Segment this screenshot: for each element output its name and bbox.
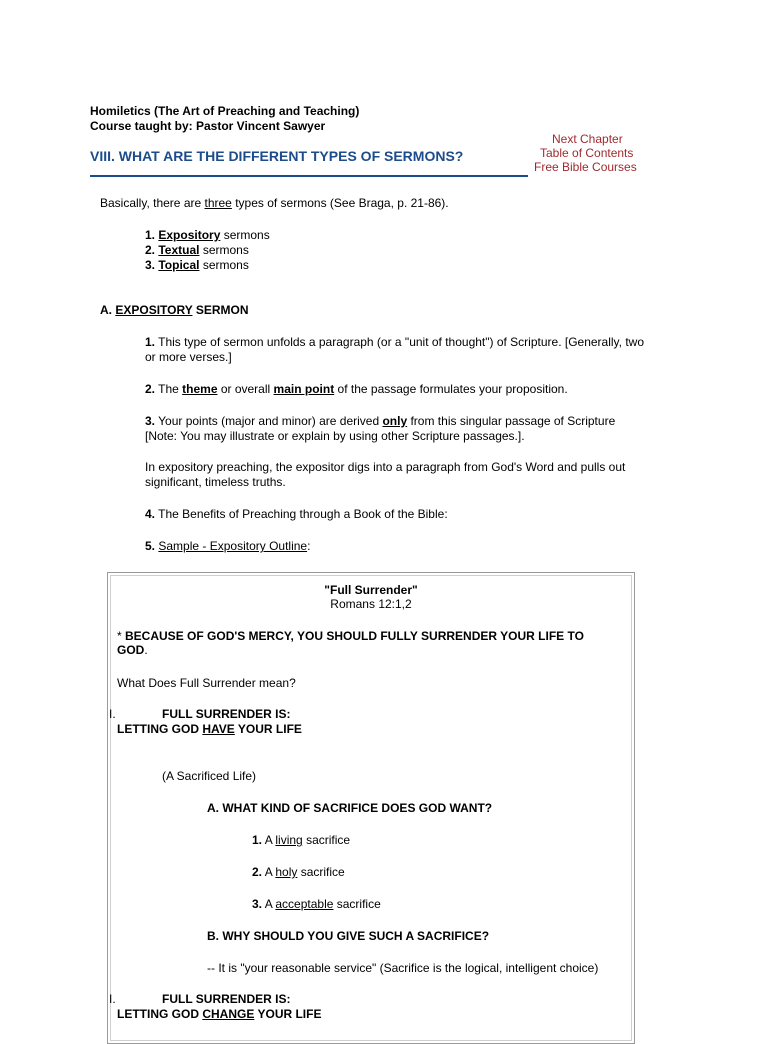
list-suffix: sermons — [199, 243, 249, 257]
point-number: 2. — [145, 382, 156, 396]
item-text: sacrifice — [302, 833, 351, 847]
course-instructor: Course taught by: Pastor Vincent Sawyer — [90, 119, 326, 133]
outline-item — [252, 897, 381, 911]
emphasis-only: only — [382, 414, 408, 428]
intro-text-before: Basically, there are — [100, 196, 205, 210]
list-item — [145, 258, 270, 273]
item-number: 1. — [252, 833, 263, 847]
point-number: 4. — [145, 507, 156, 521]
outline-reason: -- It is "your reasonable service" (Sacrifice is the logical, intelligent choice) — [207, 961, 599, 975]
outline-item — [252, 833, 350, 847]
item-text: A — [262, 833, 276, 847]
outline-point-statement — [117, 722, 302, 736]
point-1 — [145, 335, 645, 365]
item-number: 2. — [252, 865, 263, 879]
intro-paragraph — [100, 196, 449, 211]
outline-subpoint-a: A. WHAT KIND OF SACRIFICE DOES GOD WANT? — [207, 801, 493, 815]
item-text: A — [262, 865, 276, 879]
mercy-text: BECAUSE OF GOD'S MERCY, YOU SHOULD FULLY SURRENDER YOUR LIFE TO — [125, 629, 584, 643]
outline-roman-numeral: I. — [109, 707, 116, 721]
point-number: 5. — [145, 539, 156, 553]
intro-text-after: types of sermons (See Braga, p. 21-86). — [231, 196, 449, 210]
sermon-type-name: Topical — [158, 258, 200, 272]
sample-outline-link[interactable]: Sample - Expository Outline — [158, 539, 308, 553]
statement-keyword: CHANGE — [202, 1007, 255, 1021]
item-text: sacrifice — [333, 897, 381, 911]
next-chapter-link[interactable]: Next Chapter — [552, 132, 623, 146]
outline-mercy-line — [117, 629, 584, 643]
course-title: Homiletics (The Art of Preaching and Teaching) — [90, 104, 360, 118]
point-text: from this singular passage of Scripture [Note: You may illustrate or explain by using other Scripture passages.]. — [145, 414, 616, 443]
item-text: sacrifice — [297, 865, 345, 879]
section-suffix: SERMON — [192, 303, 249, 317]
outline-roman-numeral: I. — [109, 992, 116, 1006]
point-number: 1. — [145, 335, 156, 349]
point-text: or overall — [217, 382, 274, 396]
sample-outline-box — [107, 572, 635, 1044]
item-text: A — [262, 897, 276, 911]
statement-text: LETTING GOD — [117, 722, 203, 736]
list-suffix: sermons — [199, 258, 249, 272]
mercy-text: GOD — [117, 643, 145, 657]
intro-emphasis: three — [204, 196, 232, 210]
free-bible-courses-link[interactable]: Free Bible Courses — [534, 160, 637, 174]
table-of-contents-link[interactable]: Table of Contents — [540, 146, 634, 160]
emphasis-theme: theme — [182, 382, 218, 396]
mercy-prefix: * — [117, 629, 126, 643]
outline-point-statement — [117, 1007, 321, 1021]
section-heading — [100, 303, 249, 318]
statement-keyword: HAVE — [202, 722, 235, 736]
point-5 — [145, 539, 645, 554]
point-text: This type of sermon unfolds a paragraph (or a "unit of thought") of Scripture. [Generally, two or more verses.] — [145, 335, 645, 364]
list-item — [145, 228, 270, 243]
list-number: 3. — [145, 258, 156, 272]
mercy-period: . — [144, 643, 148, 657]
outline-point-heading: FULL SURRENDER IS: — [162, 992, 291, 1006]
outline-item — [252, 865, 345, 879]
statement-text: YOUR LIFE — [254, 1007, 322, 1021]
emphasis-main-point: main point — [273, 382, 335, 396]
list-number: 1. — [145, 228, 156, 242]
section-prefix: A. — [100, 303, 116, 317]
outline-reference: Romans 12:1,2 — [330, 597, 412, 611]
sermon-types-list — [145, 228, 270, 273]
item-keyword: living — [275, 833, 303, 847]
outline-subtitle: (A Sacrificed Life) — [162, 769, 257, 783]
point-number: 3. — [145, 414, 156, 428]
statement-text: YOUR LIFE — [234, 722, 302, 736]
item-number: 3. — [252, 897, 263, 911]
item-keyword: acceptable — [275, 897, 334, 911]
outline-point-heading: FULL SURRENDER IS: — [162, 707, 291, 721]
statement-text: LETTING GOD — [117, 1007, 203, 1021]
point-2 — [145, 382, 645, 397]
point-text: of the passage formulates your proposition. — [334, 382, 568, 396]
outline-subpoint-b: B. WHY SHOULD YOU GIVE SUCH A SACRIFICE? — [207, 929, 490, 943]
point-text: : — [307, 539, 311, 553]
section-name: EXPOSITORY — [115, 303, 193, 317]
list-item — [145, 243, 270, 258]
list-suffix: sermons — [220, 228, 270, 242]
point-text: The Benefits of Preaching through a Book of the Bible: — [155, 507, 448, 521]
outline-title: "Full Surrender" — [324, 583, 418, 597]
point-text: Your points (major and minor) are derived — [155, 414, 383, 428]
outline-question: What Does Full Surrender mean? — [117, 676, 296, 690]
point-3 — [145, 414, 645, 444]
list-number: 2. — [145, 243, 156, 257]
sermon-type-name: Expository — [158, 228, 221, 242]
point-4 — [145, 507, 645, 522]
expository-description: In expository preaching, the expositor digs into a paragraph from God's Word and pulls out significant, timeless truths. — [145, 460, 626, 489]
chapter-title: VIII. WHAT ARE THE DIFFERENT TYPES OF SERMONS? — [90, 148, 464, 164]
item-keyword: holy — [275, 865, 298, 879]
sermon-type-name: Textual — [158, 243, 200, 257]
outline-mercy-line-2 — [117, 643, 148, 657]
title-divider — [90, 175, 528, 177]
point-text: The — [155, 382, 183, 396]
